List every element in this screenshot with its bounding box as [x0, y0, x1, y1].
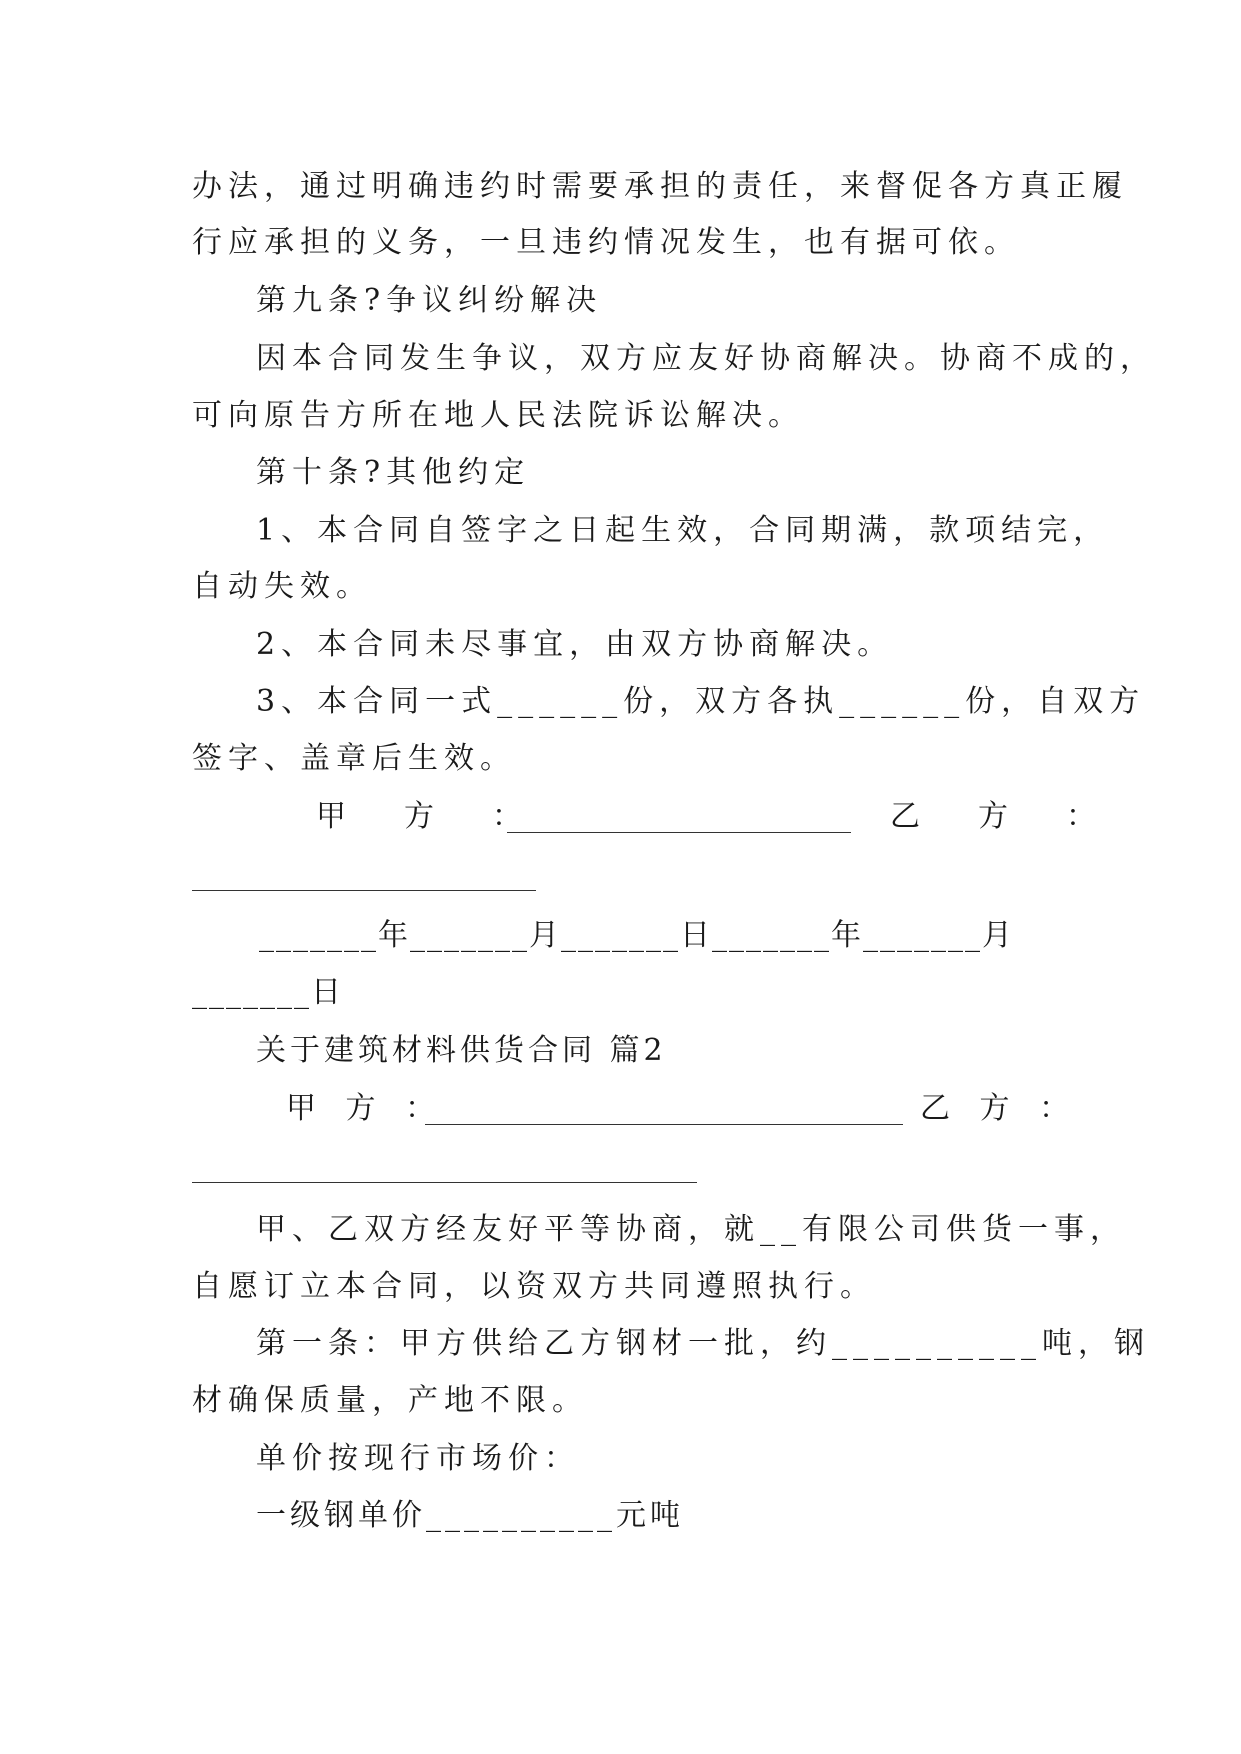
paragraph-line: 一级钢单价__________元吨	[256, 1498, 684, 1533]
party-a-label: 甲 方 ：	[286, 1091, 446, 1126]
party-b-label: 乙 方 ：	[920, 1091, 1080, 1126]
party-b-signature-line	[192, 1182, 697, 1183]
date-line: _______年_______月_______日_______年_______月	[259, 918, 1014, 953]
section-title: 关于建筑材料供货合同 篇2	[256, 1033, 667, 1068]
paragraph-line: 1、本合同自签字之日起生效，合同期满，款项结完，	[256, 513, 1110, 548]
paragraph-line: 材确保质量，产地不限。	[192, 1383, 588, 1418]
article-heading: 第十条?其他约定	[256, 455, 531, 490]
paragraph-line: 行应承担的义务，一旦违约情况发生，也有据可依。	[192, 225, 1020, 260]
paragraph-line: 可向原告方所在地人民法院诉讼解决。	[192, 398, 804, 433]
paragraph-line: 2、本合同未尽事宜，由双方协商解决。	[256, 627, 894, 662]
paragraph-line: 甲、乙双方经友好平等协商，就__有限公司供货一事，	[256, 1212, 1126, 1247]
party-a-signature-line	[425, 1124, 903, 1125]
party-a-label: 甲 方 ：	[316, 799, 536, 834]
party-b-signature-line	[192, 890, 536, 891]
paragraph-line: 3、本合同一式______份，双方各执______份，自双方	[256, 684, 1146, 719]
paragraph-line: 因本合同发生争议，双方应友好协商解决。协商不成的，	[256, 341, 1156, 376]
date-line: _______日	[192, 975, 343, 1010]
party-a-signature-line	[507, 832, 851, 833]
paragraph-line: 办法，通过明确违约时需要承担的责任，来督促各方真正履	[192, 169, 1128, 204]
paragraph-line: 签字、盖章后生效。	[192, 741, 516, 776]
party-b-label: 乙 方 ：	[890, 799, 1110, 834]
paragraph-line: 单价按现行市场价：	[256, 1441, 580, 1476]
paragraph-line: 自动失效。	[192, 569, 372, 604]
paragraph-line: 自愿订立本合同，以资双方共同遵照执行。	[192, 1269, 876, 1304]
article-heading: 第九条?争议纠纷解决	[256, 283, 603, 318]
article-heading: 第一条：甲方供给乙方钢材一批，约__________吨，钢	[256, 1326, 1150, 1361]
